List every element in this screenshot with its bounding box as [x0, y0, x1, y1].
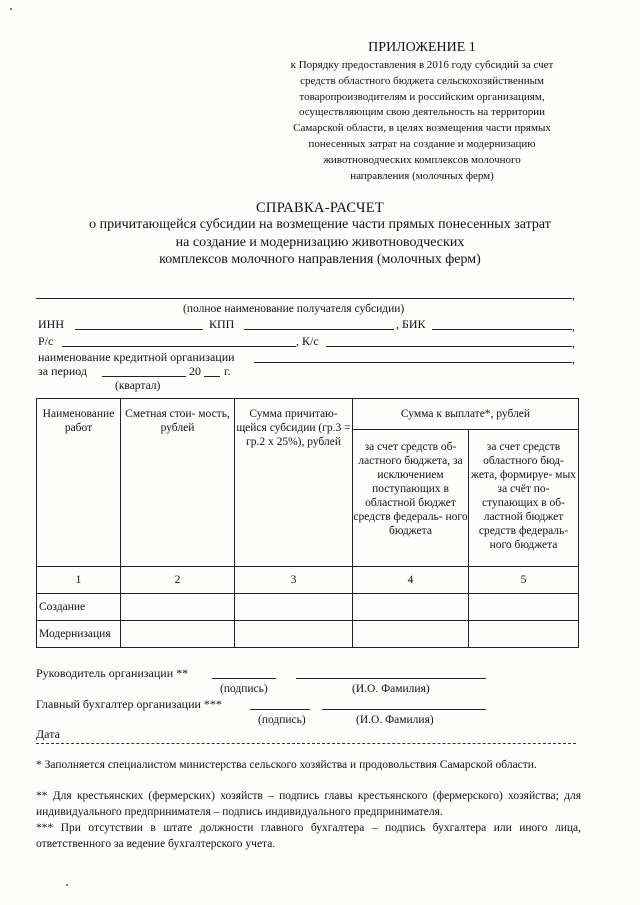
table-cell[interactable] [353, 621, 469, 648]
appendix-line: Самарской области, в целях возмещения части прямых [293, 122, 551, 135]
header-regional-budget: за счет средств об- ластного бюджета, за исключением поступающих в областной бюджет средств федераль- ного бюджета [353, 430, 469, 567]
document-title: СПРАВКА-РАСЧЕТ [255, 200, 385, 216]
bank-comma: , [572, 352, 575, 366]
date-label: Дата [36, 727, 60, 741]
accountant-label: Главный бухгалтер организации *** [36, 697, 222, 711]
rs-label: Р/с [38, 334, 54, 348]
scan-speck [10, 8, 12, 10]
appendix-line: понесенных затрат на создание и модернизацию [308, 137, 536, 150]
appendix-line: животноводческих комплексов молочного [323, 153, 521, 166]
bik-comma: , [572, 319, 575, 333]
head-signature-field[interactable] [212, 678, 276, 679]
dashed-separator [36, 743, 576, 744]
recipient-caption: (полное наименование получателя субсидии) [183, 303, 405, 315]
bank-field[interactable] [254, 362, 572, 363]
comma: , [396, 317, 399, 331]
ks-comma: , [572, 336, 575, 350]
comma: , [296, 334, 299, 348]
head-label: Руководитель организации ** [36, 666, 189, 680]
ks-label-text: К/с [302, 334, 319, 348]
table-cell[interactable] [235, 594, 353, 621]
subtitle-line: комплексов молочного направления (молочных ферм) [159, 252, 481, 267]
column-number: 2 [121, 567, 235, 594]
appendix-line: средств областного бюджета сельскохозяйственным [300, 74, 544, 87]
table-cell[interactable] [235, 621, 353, 648]
accountant-signature-field[interactable] [250, 709, 310, 710]
header-work-name: Наименование работ [37, 399, 121, 567]
column-number-row [37, 567, 579, 594]
row-label-creation: Создание [37, 594, 121, 621]
kpp-field[interactable] [244, 329, 394, 330]
head-name-caption: (И.О. Фамилия) [352, 683, 430, 695]
ks-field[interactable] [326, 346, 572, 347]
table-cell[interactable] [121, 621, 235, 648]
inn-field[interactable] [75, 329, 203, 330]
head-signature-caption: (подпись) [220, 683, 268, 695]
column-number: 3 [235, 567, 353, 594]
header-federal-budget: за счет средств областного бюд- жета, формируе- мых за счёт по- ступающих в об- ластной бюджет средств федераль- ного бюджета [469, 430, 579, 567]
appendix-line: осуществляющим свою деятельность на территории [298, 106, 546, 119]
accountant-name-field[interactable] [322, 709, 486, 710]
appendix-title: ПРИЛОЖЕНИЕ 1 [368, 40, 476, 55]
footnote: *** При отсутствии в штате должности главного бухгалтера – подпись бухгалтера или иного лица, ответственного за ведение бухгалтерского учета. [36, 822, 581, 850]
inn-label: ИНН [38, 317, 64, 331]
table-cell[interactable] [121, 594, 235, 621]
accountant-signature-caption: (подпись) [258, 714, 306, 726]
head-name-field[interactable] [296, 678, 486, 679]
kpp-label: КПП [209, 317, 235, 331]
period-label: за период [38, 364, 87, 378]
subtitle-line: о причитающейся субсидии на возмещение части прямых понесенных затрат [89, 217, 551, 232]
year-suffix: г. [224, 364, 231, 378]
subtitle-line: на создание и модернизацию животноводческих [175, 234, 465, 250]
scan-speck [66, 884, 68, 886]
document-subtitle [40, 216, 600, 269]
quarter-caption: (квартал) [115, 380, 161, 392]
table-row [37, 594, 579, 621]
bik-label [396, 317, 426, 331]
table-cell[interactable] [469, 621, 579, 648]
column-number: 4 [353, 567, 469, 594]
header-estimate-cost: Сметная стои- мость, рублей [121, 399, 235, 567]
row-label-modernization: Модернизация [37, 621, 121, 648]
year-field[interactable] [204, 376, 220, 377]
calculation-table [36, 398, 579, 648]
column-number: 1 [37, 567, 121, 594]
bank-label: наименование кредитной организации [38, 350, 235, 364]
column-number: 5 [469, 567, 579, 594]
year-prefix: 20 [189, 364, 201, 378]
ks-label [296, 334, 319, 348]
appendix-text [262, 58, 582, 184]
table-cell[interactable] [469, 594, 579, 621]
bik-field[interactable] [432, 329, 572, 330]
recipient-comma: , [572, 288, 575, 302]
footnote: * Заполняется специалистом министерства сельского хозяйства и продовольствия Самарской области. [36, 759, 537, 771]
appendix-line: к Порядку предоставления в 2016 году субсидий за счет [290, 59, 554, 71]
period-field[interactable] [102, 376, 186, 377]
header-subsidy-sum: Сумма причитаю- щейся субсидии (гр.3 = гр.2 х 25%), рублей [235, 399, 353, 567]
header-payout: Сумма к выплате*, рублей [353, 399, 579, 430]
appendix-line: товаропроизводителям и российским организациям, [299, 90, 545, 103]
recipient-name-field[interactable] [36, 298, 572, 299]
accountant-name-caption: (И.О. Фамилия) [356, 714, 434, 726]
table-row [37, 621, 579, 648]
footnote: ** Для крестьянских (фермерских) хозяйств – подпись главы крестьянского (фермерского) хозяйства; для индивидуального предпринимателя – подпись индивидуального предпринимателя. [36, 790, 581, 818]
table-cell[interactable] [353, 594, 469, 621]
rs-field[interactable] [62, 346, 296, 347]
bik-label-text: БИК [402, 317, 426, 331]
appendix-line: направления (молочных ферм) [350, 169, 494, 182]
